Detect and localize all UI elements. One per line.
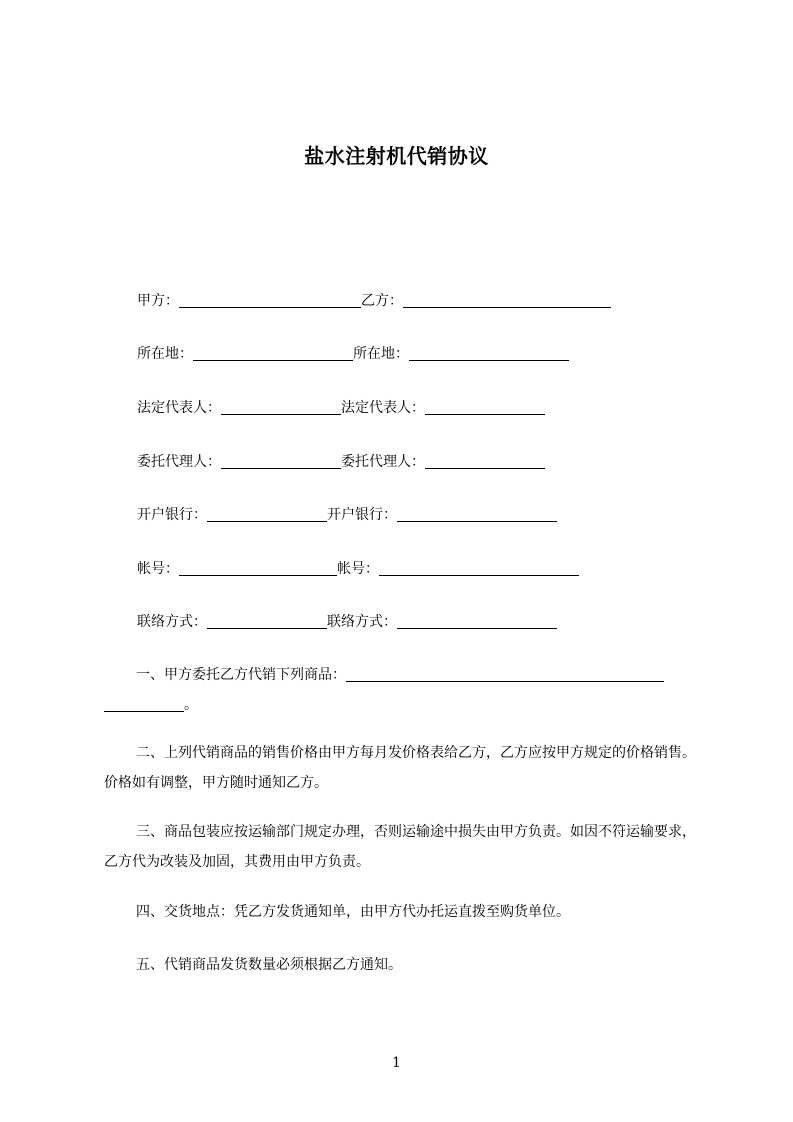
clause-4-text: 四、交货地点：凭乙方发货通知单，由甲方代办托运直拨至购货单位。 (136, 904, 570, 920)
clause-1-goods-blank-cont[interactable] (104, 695, 184, 712)
party-b-legal-rep-blank[interactable] (425, 398, 545, 415)
party-a-location-label: 所在地： (137, 346, 193, 362)
clause-1-tail: 。 (184, 697, 198, 713)
party-a-agent-blank[interactable] (221, 452, 341, 469)
party-row-location (137, 343, 569, 365)
clause-1-text: 一、甲方委托乙方代销下列商品： (136, 667, 346, 683)
clause-5 (104, 950, 701, 980)
party-row-name (137, 290, 611, 312)
party-a-contact-label: 联络方式： (137, 614, 207, 630)
page-title: 盐水注射机代销协议 (304, 144, 489, 168)
party-a-bank-label: 开户银行： (137, 507, 207, 523)
clause-2-text: 二、上列代销商品的销售价格由甲方每月发价格表给乙方，乙方应按甲方规定的价格销售。价格如有调整，甲方随时通知乙方。 (104, 745, 696, 791)
party-b-bank-label: 开户银行： (327, 507, 397, 523)
party-a-account-label: 帐号： (137, 561, 179, 577)
clause-3-text: 三、商品包装应按运输部门规定办理，否则运输途中损失由甲方负责。如因不符运输要求，乙方代为改装及加固，其费用由甲方负责。 (104, 824, 696, 870)
party-b-location-label: 所在地： (353, 346, 409, 362)
party-a-agent-label: 委托代理人： (137, 454, 221, 470)
party-b-account-blank[interactable] (379, 559, 579, 576)
party-b-legal-rep-label: 法定代表人： (341, 400, 425, 416)
party-a-location-blank[interactable] (193, 344, 353, 361)
clause-5-text: 五、代销商品发货数量必须根据乙方通知。 (136, 957, 402, 973)
party-a-account-blank[interactable] (179, 559, 337, 576)
party-row-contact (137, 611, 557, 633)
party-row-legal-rep (137, 397, 545, 419)
party-a-name-label: 甲方： (137, 293, 179, 309)
party-a-name-blank[interactable] (179, 291, 361, 308)
party-b-name-label: 乙方： (361, 293, 403, 309)
clause-1-goods-blank[interactable] (346, 665, 664, 682)
party-b-bank-blank[interactable] (397, 505, 557, 522)
page-number: 1 (392, 1055, 401, 1071)
party-row-account (137, 558, 579, 580)
party-a-contact-blank[interactable] (207, 612, 327, 629)
party-b-contact-blank[interactable] (397, 612, 557, 629)
clause-4 (104, 897, 701, 927)
party-b-agent-label: 委托代理人： (341, 454, 425, 470)
party-b-contact-label: 联络方式： (327, 614, 397, 630)
party-b-agent-blank[interactable] (425, 452, 545, 469)
party-b-name-blank[interactable] (403, 291, 611, 308)
clause-3 (104, 817, 701, 877)
clause-2 (104, 738, 701, 798)
clause-1 (104, 660, 701, 720)
party-row-bank (137, 504, 557, 526)
party-b-account-label: 帐号： (337, 561, 379, 577)
party-a-legal-rep-label: 法定代表人： (137, 400, 221, 416)
party-b-location-blank[interactable] (409, 344, 569, 361)
party-a-bank-blank[interactable] (207, 505, 327, 522)
party-row-agent (137, 451, 545, 473)
party-a-legal-rep-blank[interactable] (221, 398, 341, 415)
